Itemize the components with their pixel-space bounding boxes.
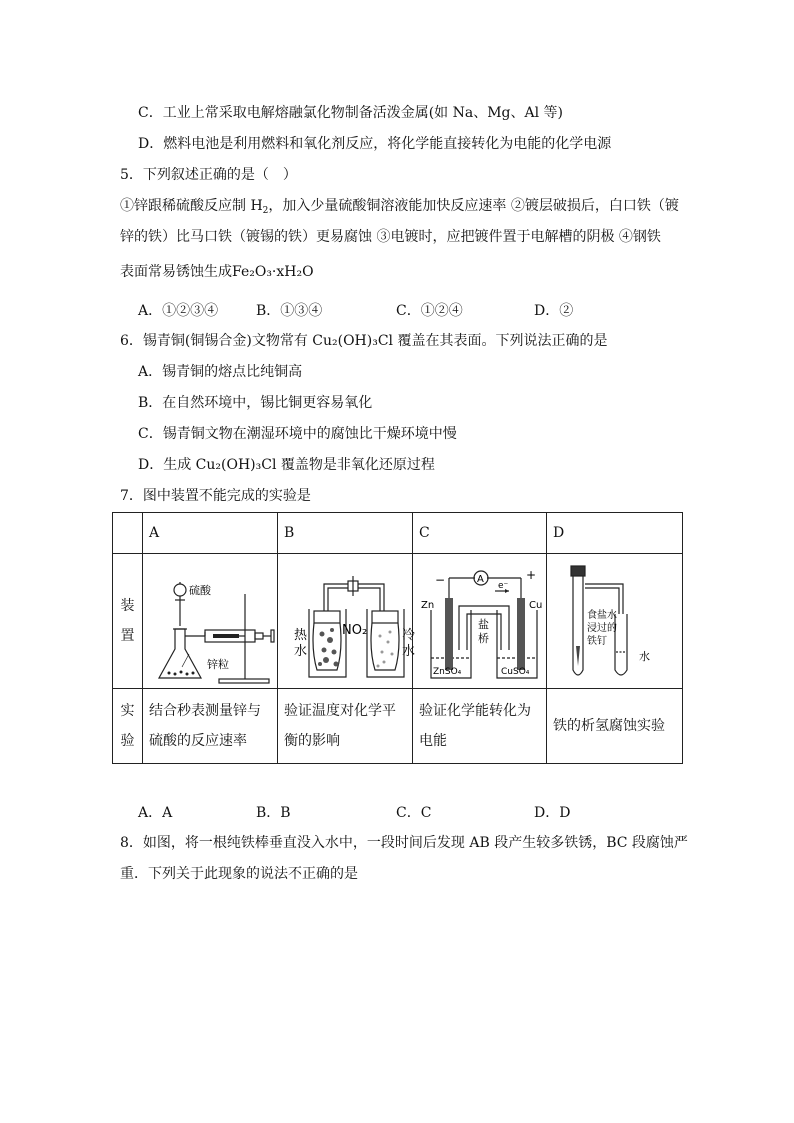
- label-hot-1: 热: [294, 628, 308, 643]
- q8-stem-line-1: 8．如图，将一根纯铁棒垂直没入水中，一段时间后发现 AB 段产生较多铁锈，BC 段腐蚀严: [120, 835, 688, 851]
- q4-option-c: C．工业上常采取电解熔融氯化物制备活泼金属(如 Na、Mg、Al 等): [138, 105, 564, 121]
- header-a: A: [143, 513, 278, 554]
- device-row-label: 装 置: [113, 554, 143, 689]
- q5-option-c: C．①②④: [396, 303, 463, 319]
- apparatus-d-cell: [547, 554, 683, 689]
- q6-stem: 6．锡青铜(铜锡合金)文物常有 Cu₂(OH)₃Cl 覆盖在其表面。下列说法正确的是: [120, 333, 608, 349]
- label-saltwater: 食盐水: [587, 610, 617, 621]
- label-cu: Cu: [529, 600, 543, 611]
- q7-options: [138, 802, 698, 822]
- label-water: 水: [639, 650, 650, 663]
- q6-option-b: B．在自然环境中，锡比铜更容易氧化: [138, 395, 373, 411]
- q7-option-c: C．C: [396, 805, 432, 821]
- label-bridge-2: 桥: [478, 632, 489, 645]
- label-zn: Zn: [421, 600, 435, 611]
- label-nail: 铁钉: [587, 636, 607, 647]
- label-electron: e⁻: [498, 581, 509, 591]
- label-bridge-1: 盐: [478, 618, 489, 631]
- label-soaked: 浸过的: [587, 623, 617, 634]
- experiment-b: 验证温度对化学平衡的影响: [278, 689, 413, 764]
- apparatus-a-cell: [143, 554, 278, 689]
- label-cold-2: 水: [402, 644, 416, 659]
- syringe-scale: [213, 634, 239, 638]
- experiment-table: [112, 512, 683, 764]
- label-cold-1: 冷: [402, 628, 416, 643]
- apparatus-b-diagram: [284, 554, 418, 688]
- q7-option-a: A．A: [138, 805, 173, 821]
- apparatus-d-diagram: [553, 554, 688, 688]
- label-minus: −: [435, 573, 446, 587]
- q7-option-d: D．D: [534, 805, 571, 821]
- label-ammeter: A: [477, 574, 484, 585]
- q5-statement-line-3: 表面常易锈蚀生成Fe₂O₃·xH₂O: [120, 264, 314, 280]
- q8-stem-line-2: 重．下列关于此现象的说法不正确的是: [120, 866, 358, 882]
- cold-dots: [377, 631, 394, 668]
- zinc-electrode: [445, 598, 453, 670]
- experiment-row-label: 实 验: [113, 689, 143, 764]
- q5-statement-line-2: 锌的铁）比马口铁（镀锡的铁）更易腐蚀 ③电镀时，应把镀件置于电解槽的阴极 ④钢铁: [120, 229, 661, 245]
- label-zinc: 锌粒: [207, 658, 229, 671]
- q6-option-d: D．生成 Cu₂(OH)₃Cl 覆盖物是非氧化还原过程: [138, 457, 435, 473]
- label-hot-2: 水: [294, 644, 308, 659]
- table-experiment-row: [113, 689, 683, 764]
- iron-nail: [576, 646, 580, 666]
- header-empty: [113, 513, 143, 554]
- q5-option-a: A．①②③④: [138, 303, 219, 319]
- table-header-row: [113, 513, 683, 554]
- apparatus-a-diagram: [149, 554, 283, 688]
- label-cuso4: CuSO₄: [501, 667, 530, 677]
- table-device-row: [113, 554, 683, 689]
- experiment-a: 结合秒表测量锌与硫酸的反应速率: [143, 689, 278, 764]
- q5-option-d: D．②: [534, 303, 574, 319]
- q5-options: [138, 300, 698, 320]
- experiment-c: 验证化学能转化为电能: [413, 689, 547, 764]
- label-znso4: ZnSO₄: [433, 667, 462, 677]
- experiment-d: 铁的析氢腐蚀实验: [547, 689, 683, 764]
- apparatus-c-diagram: [419, 554, 552, 688]
- q7-stem: 7．图中装置不能完成的实验是: [120, 488, 311, 504]
- q5-statement-line-1: [120, 196, 679, 221]
- header-b: B: [278, 513, 413, 554]
- label-no2: NO₂: [342, 623, 368, 638]
- q5-option-b: B．①③④: [256, 303, 323, 319]
- apparatus-b-cell: [278, 554, 416, 689]
- q5-stem: 5．下列叙述正确的是（ ）: [120, 167, 297, 183]
- apparatus-c-cell: [413, 554, 547, 689]
- label-plus: +: [526, 568, 537, 582]
- label-sulfuric-acid: 硫酸: [189, 584, 211, 597]
- copper-electrode: [517, 598, 525, 670]
- q5-line1-sub: 2: [262, 206, 269, 216]
- header-c: C: [413, 513, 547, 554]
- q7-option-b: B．B: [256, 805, 291, 821]
- q6-option-c: C．锡青铜文物在潮湿环境中的腐蚀比干燥环境中慢: [138, 426, 457, 442]
- q5-line1-a: ①锌跟稀硫酸反应制 H: [120, 198, 263, 214]
- header-d: D: [547, 513, 683, 554]
- q6-option-a: A．锡青铜的熔点比纯铜高: [138, 364, 303, 380]
- hot-bubbles: [318, 628, 339, 667]
- q5-line1-b: ，加入少量硫酸铜溶液能加快反应速率 ②镀层破损后，白口铁（镀: [268, 198, 679, 214]
- q4-option-d: D．燃料电池是利用燃料和氧化剂反应，将化学能直接转化为电能的化学电源: [138, 136, 612, 152]
